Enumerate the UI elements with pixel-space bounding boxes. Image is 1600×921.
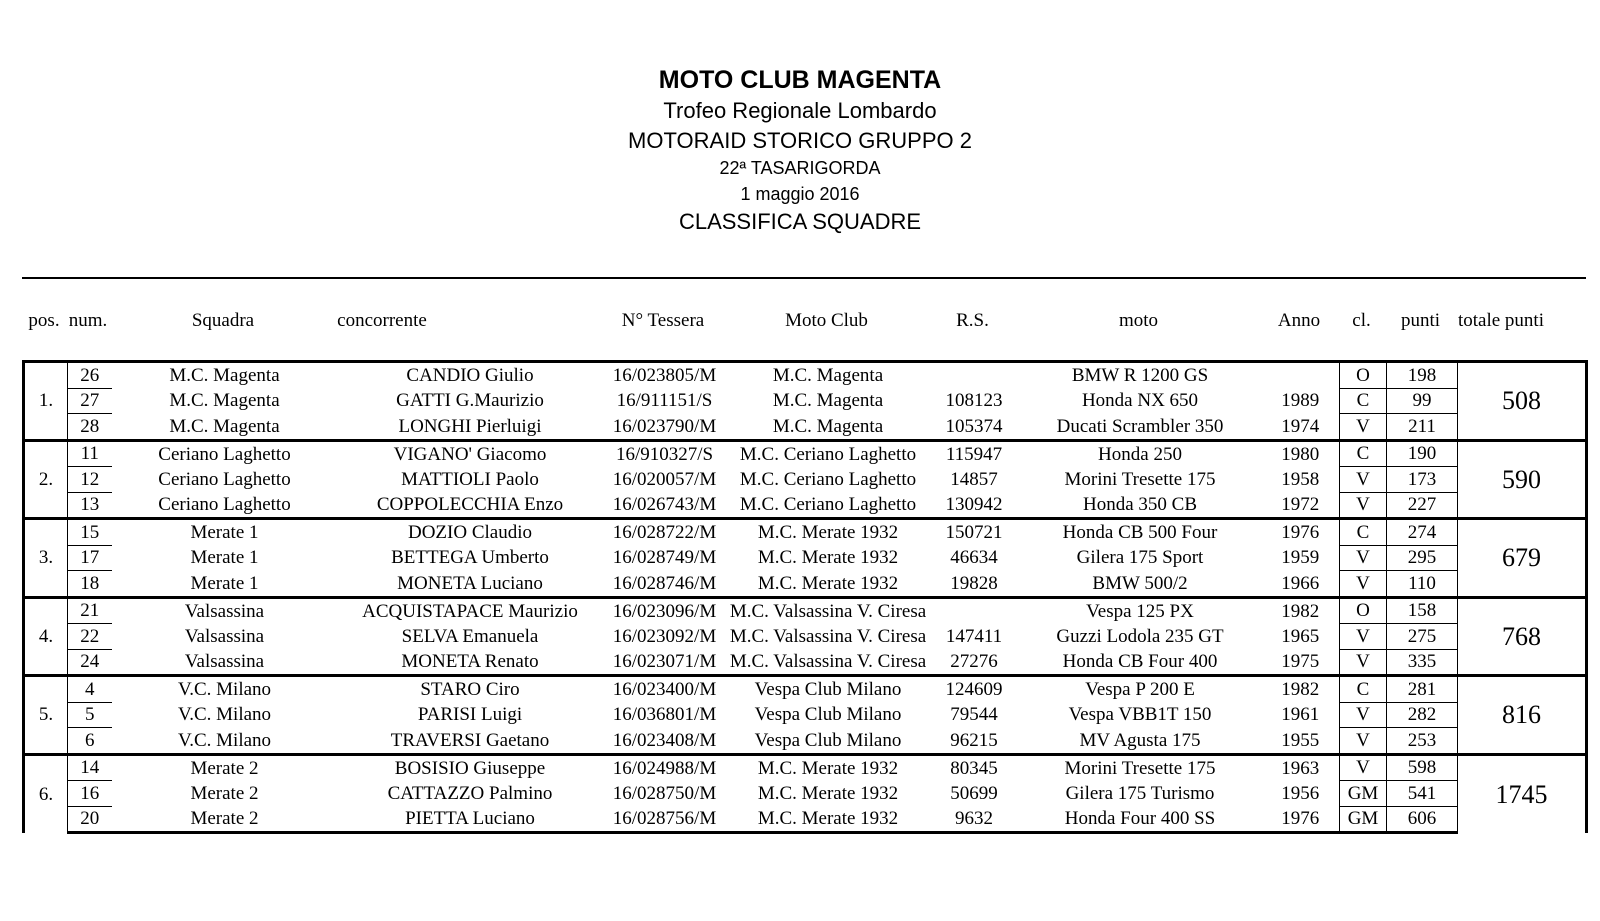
cell-cl: V (1340, 571, 1387, 598)
col-header-totale: totale punti (1457, 310, 1544, 331)
cell-squadra: V.C. Milano (177, 704, 272, 726)
col-header-moto: moto (1118, 310, 1159, 331)
table-row (24, 467, 1587, 493)
table-row (24, 362, 1587, 389)
cell-concorrente: PARISI Luigi (417, 704, 523, 726)
cell-tessera: 16/023790/M (603, 414, 727, 441)
cell-squadra: Merate 1 (112, 571, 338, 598)
cell-tessera: 16/023400/M (603, 676, 727, 703)
club-name: MOTO CLUB MAGENTA (658, 66, 942, 94)
cell-punti: 227 (1387, 492, 1458, 519)
cell-motoclub: Vespa Club Milano (754, 704, 902, 726)
cell-num: 17 (68, 545, 112, 571)
cell-rs: 105374 (930, 414, 1019, 441)
cell-moto: Vespa P 200 E (1019, 676, 1262, 703)
cell-concorrente: LONGHI Pierluigi (338, 414, 603, 441)
cell-concorrente: BOSISIO Giuseppe (338, 754, 603, 781)
table-row (24, 649, 1587, 676)
cell-rs: 108123 (945, 390, 1003, 412)
cell-squadra: Ceriano Laghetto (158, 468, 291, 490)
cell-anno: 1959 (1281, 547, 1320, 569)
cell-squadra: M.C. Magenta (112, 414, 338, 441)
cell-rs: 19828 (930, 571, 1019, 598)
team-total-points: 816 (1458, 676, 1587, 755)
cell-cl: V (1340, 702, 1387, 728)
cell-rs: 14857 (950, 468, 998, 490)
cell-moto: Ducati Scrambler 350 (1019, 414, 1262, 441)
cell-squadra: Ceriano Laghetto (112, 492, 338, 519)
cell-num: 15 (68, 519, 112, 546)
cell-tessera: 16/023408/M (603, 728, 727, 755)
cell-num: 28 (68, 414, 112, 441)
cell-anno: 1963 (1262, 754, 1340, 781)
cell-punti: 110 (1387, 571, 1458, 598)
cell-tessera: 16/028749/M (612, 547, 717, 569)
team-total-points: 508 (1458, 362, 1587, 441)
cell-motoclub: M.C. Valsassina V. Ciresa (729, 625, 927, 647)
cell-concorrente: STARO Ciro (338, 676, 603, 703)
cell-anno: 1961 (1281, 704, 1320, 726)
cell-motoclub: M.C. Merate 1932 (757, 547, 899, 569)
cell-anno: 1958 (1281, 468, 1320, 490)
col-header-squadra: Squadra (191, 310, 255, 331)
cell-rs: 80345 (930, 754, 1019, 781)
cell-tessera: 16/023096/M (603, 597, 727, 624)
cell-anno: 1982 (1262, 676, 1340, 703)
cell-rs: 46634 (950, 547, 998, 569)
team-position: 4. (24, 597, 68, 676)
team-total-points: 768 (1458, 597, 1587, 676)
cell-motoclub: M.C. Valsassina V. Ciresa (727, 649, 930, 676)
event-edition: 22ª TASARIGORDA (719, 158, 881, 178)
cell-punti: 281 (1387, 676, 1458, 703)
cell-squadra: M.C. Magenta (169, 390, 280, 412)
cell-motoclub: Vespa Club Milano (727, 676, 930, 703)
cell-num: 22 (68, 624, 112, 650)
cell-squadra: Valsassina (112, 649, 338, 676)
cell-tessera: 16/023805/M (603, 362, 727, 389)
col-header-tessera: N° Tessera (621, 310, 705, 331)
col-header-pos: pos. (28, 310, 60, 331)
cell-concorrente: CATTAZZO Palmino (387, 782, 553, 804)
cell-concorrente: COPPOLECCHIA Enzo (338, 492, 603, 519)
cell-moto: BMW 500/2 (1019, 571, 1262, 598)
cell-moto: Guzzi Lodola 235 GT (1056, 625, 1224, 647)
cell-squadra: Ceriano Laghetto (112, 440, 338, 467)
cell-num: 6 (68, 728, 112, 755)
cell-concorrente: ACQUISTAPACE Maurizio (338, 597, 603, 624)
cell-cl: V (1340, 414, 1387, 441)
table-row (24, 624, 1587, 650)
cell-anno: 1976 (1262, 806, 1340, 833)
cell-moto: Gilera 175 Sport (1076, 547, 1204, 569)
cell-motoclub: Vespa Club Milano (727, 728, 930, 755)
cell-num: 5 (68, 702, 112, 728)
cell-motoclub: M.C. Ceriano Laghetto (739, 468, 917, 490)
cell-motoclub: M.C. Merate 1932 (727, 806, 930, 833)
cell-squadra: Merate 2 (190, 782, 259, 804)
document-title-block (0, 64, 1600, 237)
cell-rs: 130942 (930, 492, 1019, 519)
cell-cl: GM (1340, 781, 1387, 807)
cell-moto: Honda 250 (1019, 440, 1262, 467)
cell-concorrente: CANDIO Giulio (338, 362, 603, 389)
cell-anno: 1980 (1262, 440, 1340, 467)
table-row (24, 754, 1587, 781)
cell-num: 16 (68, 781, 112, 807)
team-total-points: 679 (1458, 519, 1587, 598)
cell-tessera: 16/026743/M (603, 492, 727, 519)
cell-num: 4 (68, 676, 112, 703)
cell-cl: V (1340, 728, 1387, 755)
cell-motoclub: M.C. Magenta (727, 362, 930, 389)
cell-anno: 1966 (1262, 571, 1340, 598)
results-body (24, 362, 1587, 833)
cell-concorrente: MATTIOLI Paolo (401, 468, 539, 490)
cell-motoclub: M.C. Merate 1932 (727, 571, 930, 598)
table-row (24, 702, 1587, 728)
cell-anno (1262, 362, 1340, 389)
cell-squadra: V.C. Milano (112, 676, 338, 703)
cell-num: 26 (68, 362, 112, 389)
cell-motoclub: M.C. Valsassina V. Ciresa (727, 597, 930, 624)
cell-anno: 1965 (1281, 625, 1320, 647)
cell-rs: 96215 (930, 728, 1019, 755)
cell-squadra: Merate 1 (112, 519, 338, 546)
cell-squadra: Valsassina (184, 625, 265, 647)
cell-moto: Honda CB Four 400 (1019, 649, 1262, 676)
table-row (24, 676, 1587, 703)
cell-anno: 1956 (1281, 782, 1320, 804)
cell-moto: BMW R 1200 GS (1019, 362, 1262, 389)
results-table (22, 360, 1588, 834)
cell-concorrente: MONETA Luciano (338, 571, 603, 598)
cell-moto: Gilera 175 Turismo (1065, 782, 1215, 804)
event-date: 1 maggio 2016 (740, 184, 860, 204)
cell-num: 20 (68, 806, 112, 833)
table-row (24, 806, 1587, 833)
cell-cl: V (1340, 545, 1387, 571)
col-header-anno: Anno (1277, 310, 1321, 331)
cell-anno: 1975 (1262, 649, 1340, 676)
cell-num: 21 (68, 597, 112, 624)
cell-cl: GM (1340, 806, 1387, 833)
cell-motoclub: M.C. Magenta (727, 414, 930, 441)
table-row (24, 414, 1587, 441)
cell-num: 13 (68, 492, 112, 519)
cell-cl: V (1340, 754, 1387, 781)
cell-cl: C (1340, 676, 1387, 703)
cell-punti: 335 (1387, 649, 1458, 676)
cell-anno: 1955 (1262, 728, 1340, 755)
cell-tessera: 16/910327/S (603, 440, 727, 467)
cell-cl: C (1340, 388, 1387, 414)
cell-moto: Honda NX 650 (1081, 390, 1199, 412)
cell-rs: 150721 (930, 519, 1019, 546)
cell-rs (930, 597, 1019, 624)
cell-moto: Honda Four 400 SS (1019, 806, 1262, 833)
cell-rs: 115947 (930, 440, 1019, 467)
table-row (24, 388, 1587, 414)
table-row (24, 597, 1587, 624)
cell-anno: 1982 (1262, 597, 1340, 624)
team-position: 1. (24, 362, 68, 441)
cell-motoclub: M.C. Magenta (772, 390, 884, 412)
cell-squadra: Merate 2 (112, 806, 338, 833)
team-position: 2. (24, 440, 68, 519)
cell-concorrente: TRAVERSI Gaetano (338, 728, 603, 755)
col-header-punti: punti (1400, 310, 1441, 331)
table-row (24, 781, 1587, 807)
table-row (24, 545, 1587, 571)
cell-tessera: 16/028756/M (603, 806, 727, 833)
header-divider (22, 277, 1586, 279)
cell-rs: 147411 (945, 625, 1003, 647)
cell-punti: 598 (1387, 754, 1458, 781)
cell-motoclub: M.C. Ceriano Laghetto (727, 492, 930, 519)
team-total-points: 590 (1458, 440, 1587, 519)
cell-punti: 198 (1387, 362, 1458, 389)
cell-cl: V (1340, 492, 1387, 519)
cell-punti: 158 (1387, 597, 1458, 624)
col-header-motoclub: Moto Club (785, 310, 868, 331)
cell-punti: 99 (1387, 388, 1458, 414)
cell-anno: 1972 (1262, 492, 1340, 519)
col-header-rs: R.S. (956, 310, 989, 331)
cell-concorrente: PIETTA Luciano (338, 806, 603, 833)
team-position: 6. (24, 754, 68, 833)
cell-motoclub: M.C. Ceriano Laghetto (727, 440, 930, 467)
cell-anno: 1974 (1262, 414, 1340, 441)
team-total-points: 1745 (1458, 754, 1587, 833)
cell-punti: 253 (1387, 728, 1458, 755)
cell-tessera: 16/028746/M (603, 571, 727, 598)
team-position: 5. (24, 676, 68, 755)
cell-num: 12 (68, 467, 112, 493)
cell-cl: O (1340, 362, 1387, 389)
cell-motoclub: M.C. Merate 1932 (727, 754, 930, 781)
cell-cl: V (1340, 624, 1387, 650)
cell-moto: Honda 350 CB (1019, 492, 1262, 519)
cell-rs: 124609 (930, 676, 1019, 703)
cell-punti: 274 (1387, 519, 1458, 546)
cell-cl: O (1340, 597, 1387, 624)
cell-cl: C (1340, 440, 1387, 467)
cell-num: 24 (68, 649, 112, 676)
cell-tessera: 16/911151/S (616, 390, 713, 412)
cell-moto: Honda CB 500 Four (1019, 519, 1262, 546)
classification-title: CLASSIFICA SQUADRE (678, 209, 922, 234)
cell-squadra: Merate 1 (190, 547, 259, 569)
cell-tessera: 16/036801/M (612, 704, 717, 726)
cell-punti: 275 (1387, 624, 1458, 650)
cell-tessera: 16/028750/M (612, 782, 717, 804)
table-row (24, 728, 1587, 755)
cell-moto: Morini Tresette 175 (1019, 754, 1262, 781)
cell-rs (930, 362, 1019, 389)
event-name: MOTORAID STORICO GRUPPO 2 (628, 128, 972, 153)
table-row (24, 519, 1587, 546)
cell-anno: 1976 (1262, 519, 1340, 546)
cell-squadra: Valsassina (112, 597, 338, 624)
cell-anno: 1989 (1281, 390, 1320, 412)
table-row (24, 492, 1587, 519)
cell-num: 18 (68, 571, 112, 598)
cell-squadra: V.C. Milano (112, 728, 338, 755)
cell-concorrente: VIGANO' Giacomo (338, 440, 603, 467)
cell-concorrente: BETTEGA Umberto (391, 547, 549, 569)
cell-cl: V (1340, 649, 1387, 676)
cell-tessera: 16/023071/M (603, 649, 727, 676)
cell-concorrente: GATTI G.Maurizio (396, 390, 544, 412)
cell-moto: Morini Tresette 175 (1064, 468, 1216, 490)
cell-punti: 282 (1387, 702, 1458, 728)
cell-rs: 79544 (950, 704, 998, 726)
cell-moto: Vespa VBB1T 150 (1068, 704, 1212, 726)
cell-squadra: M.C. Magenta (112, 362, 338, 389)
cell-rs: 27276 (930, 649, 1019, 676)
col-header-cl: cl. (1352, 310, 1371, 331)
cell-tessera: 16/023092/M (612, 625, 717, 647)
cell-concorrente: SELVA Emanuela (401, 625, 539, 647)
cell-squadra: Merate 2 (112, 754, 338, 781)
cell-motoclub: M.C. Merate 1932 (757, 782, 899, 804)
trophy-name: Trofeo Regionale Lombardo (663, 98, 937, 123)
team-position: 3. (24, 519, 68, 598)
cell-tessera: 16/020057/M (612, 468, 717, 490)
cell-punti: 606 (1387, 806, 1458, 833)
col-header-num: num. (68, 310, 108, 331)
cell-motoclub: M.C. Merate 1932 (727, 519, 930, 546)
cell-moto: MV Agusta 175 (1019, 728, 1262, 755)
cell-moto: Vespa 125 PX (1019, 597, 1262, 624)
cell-concorrente: DOZIO Claudio (338, 519, 603, 546)
cell-concorrente: MONETA Renato (338, 649, 603, 676)
cell-tessera: 16/028722/M (603, 519, 727, 546)
cell-rs: 50699 (950, 782, 998, 804)
cell-punti: 173 (1387, 467, 1458, 493)
cell-punti: 211 (1387, 414, 1458, 441)
cell-num: 27 (68, 388, 112, 414)
cell-tessera: 16/024988/M (603, 754, 727, 781)
cell-num: 11 (68, 440, 112, 467)
cell-cl: V (1340, 467, 1387, 493)
cell-rs: 9632 (930, 806, 1019, 833)
cell-cl: C (1340, 519, 1387, 546)
col-header-concorrente: concorrente (337, 310, 427, 331)
cell-num: 14 (68, 754, 112, 781)
table-row (24, 571, 1587, 598)
cell-punti: 541 (1387, 781, 1458, 807)
cell-punti: 295 (1387, 545, 1458, 571)
cell-punti: 190 (1387, 440, 1458, 467)
table-row (24, 440, 1587, 467)
